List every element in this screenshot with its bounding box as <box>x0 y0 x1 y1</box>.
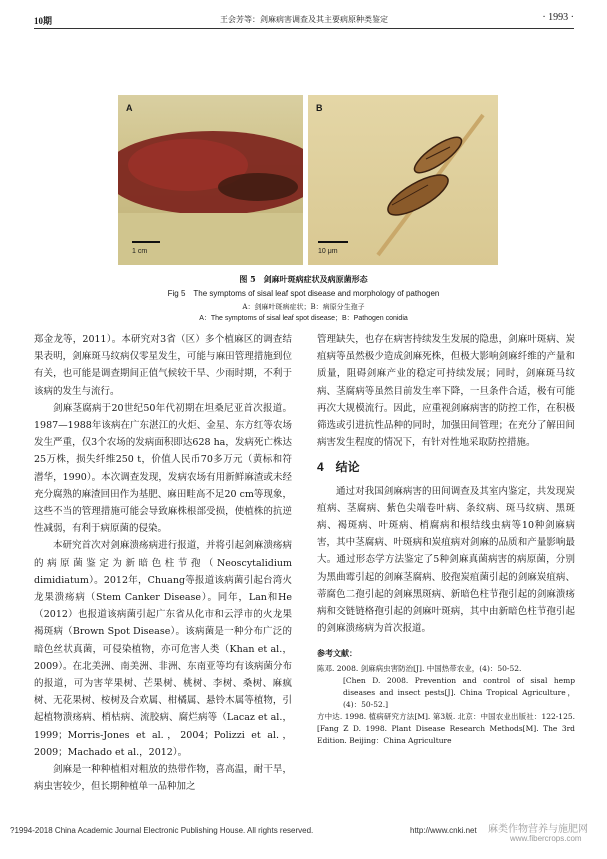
figure-caption-cn-sub: A：剑麻叶斑病症状；B：病原分生孢子 <box>242 303 365 311</box>
watermark-url: www.fibercrops.com <box>510 834 582 843</box>
running-title: 王会芳等：剑麻病害调查及其主要病原种类鉴定 <box>220 15 388 24</box>
figure-panel-a <box>118 95 303 265</box>
reference-en: [Chen D. 2008. Prevention and control of sisal hemp diseases and insect pests[J]. China Tropical Agriculture，(4)：50-52.] <box>343 675 575 709</box>
paragraph: 郑金龙等，2011）。本研究对3省（区）多个植麻区的调查结果表明，剑麻斑马纹病仅零星发生，可能与麻田管理措施到位有关，也可能是调查期间正值气候较干旱、少雨时期，不利于该病的发生与流行。 <box>34 334 292 397</box>
reference-item <box>317 663 575 747</box>
panel-a-label: A <box>126 103 133 113</box>
scale-bar-a: 1 cm <box>132 248 148 255</box>
running-header <box>34 10 574 29</box>
paragraph: 本研究首次对剑麻溃疡病进行报道，并将引起剑麻溃疡病的病原菌鉴定为新暗色柱节孢（Neoscytalidium dimidiatum）。2012年，Chuang等报道该病菌引起台湾火龙果溃疡病（Stem Canker Disease）。同年，Lan和He（2012）也报道该病菌引起广东省从化市和云浮市的火龙果褐斑病（Brown Spot Disease）。该病菌是一种分布广泛的暗色丝状真菌，可侵染植物，亦可危害人类（Khan et al.，2009）。在北美洲、南美洲、非洲、东南亚等均有该病菌分布的报道，可为害苹果树、芒果树、桃树、李树、桑树、麻疯树、无花果树、桉树及合欢属、柑橘属、悬铃木属等植物，引起植物溃疡病、梢枯病、流胶病、腐烂病等（Lacaz et al.，1999；Morris-Jones et al.，2004；Polizzi et al.，2009；Machado et al.，2012）。 <box>34 540 292 758</box>
scale-bar-b: 10 μm <box>318 248 338 255</box>
conidia-micrograph <box>308 95 498 265</box>
cnki-link[interactable]: http://www.cnki.net <box>410 826 477 835</box>
references-heading: 参考文献： <box>317 648 357 659</box>
paragraph: 通过对我国剑麻病害的田间调查及其室内鉴定，共发现炭疽病、茎腐病、紫色尖端卷叶病、条纹病、斑马纹病、黑斑病、褐斑病、叶斑病、梢腐病和根结线虫病等10种剑麻病害，其中茎腐病、叶斑病和炭疽病对剑麻的品质和产量影响最大。通过形态学方法鉴定了5种剑麻真菌病害的病原菌，分别为黑曲霉引起的剑麻茎腐病、胶孢炭疽菌引起的剑麻炭疽病、蒂腐色二孢引起的剑麻黑斑病、新暗色柱节孢引起的剑麻溃疡病和交链链格孢引起的剑麻叶斑病，其中由新暗色柱节孢引起的剑麻溃疡病为首次报道。 <box>317 485 575 635</box>
figure-caption-en-sub: A：The symptoms of sisal leaf spot disease；B：Pathogen conidia <box>199 315 408 322</box>
copyright-notice: ?1994-2018 China Academic Journal Electronic Publishing House. All rights reserved. <box>10 826 314 835</box>
reference-cn: 方中达. 1998. 植病研究方法[M]. 第3版. 北京：中国农业出版社：122-125. [Fang Z D. 1998. Plant Disease Research Methods[M]. The 3rd Edition. Beijing：China Agriculture <box>317 711 575 745</box>
leaf-spot-photo <box>118 95 303 265</box>
paragraph: 剑麻是一种种植相对粗放的热带作物，喜高温，耐干旱，病虫害较少，但长期种植单一品种加之 <box>34 764 292 793</box>
right-column <box>317 331 575 747</box>
left-column <box>34 331 292 795</box>
figure-panel-b <box>308 95 498 265</box>
page-number: · 1993 · <box>542 12 574 23</box>
figure-caption-cn: 图 5 剑麻叶斑病症状及病原菌形态 <box>239 274 368 284</box>
paragraph: 管理缺失，也存在病害持续发生发展的隐患，剑麻叶斑病、炭疽病等虽然极少造成剑麻死株，但极大影响剑麻纤维的产量和质量，阻碍剑麻产业的稳定可持续发展；同时，剑麻斑马纹病、茎腐病等虽然目前发生率下降，一旦条件合适，极有可能再次大规模流行。因此，应重视剑麻病害的防控工作，在积极筛选或引进抗性品种的同时，加强田间管理；在充分了解田间病害发生程度的情况下，有针对性地采取防控措施。 <box>317 334 575 449</box>
figure-caption-en: Fig 5 The symptoms of sisal leaf spot disease and morphology of pathogen <box>167 289 440 298</box>
reference-cn: 陈邓. 2008. 剑麻病虫害防治[J]. 中国热带农业，(4)：50-52. <box>317 663 522 673</box>
issue-number: 10期 <box>34 16 53 26</box>
panel-b-label: B <box>316 103 323 113</box>
paragraph: 剑麻茎腐病于20世纪50年代初期在坦桑尼亚首次报道。1987—1988年该病在广东湛江的火炬、金星、东方红等农场发生严重，仅3个农场的发病面积即达628 ha，发病死亡株达25万株，损失纤维250 t，价值人民币70多万元（黄标和符潜华，1990）。本次调查发现，发病农场有用新鲜麻渣或未经充分腐熟的麻渣回田作为基肥、麻田畦高不足20 cm等现象，这些不当的管理措施可能会导致麻株根部受损，使植株的抗逆性减弱，有利于病原菌的侵染。 <box>34 402 292 535</box>
figure-5 <box>118 95 498 265</box>
watermark-text: 麻类作物营养与施肥网 <box>488 824 588 835</box>
section-heading: 4 结论 <box>317 460 360 475</box>
